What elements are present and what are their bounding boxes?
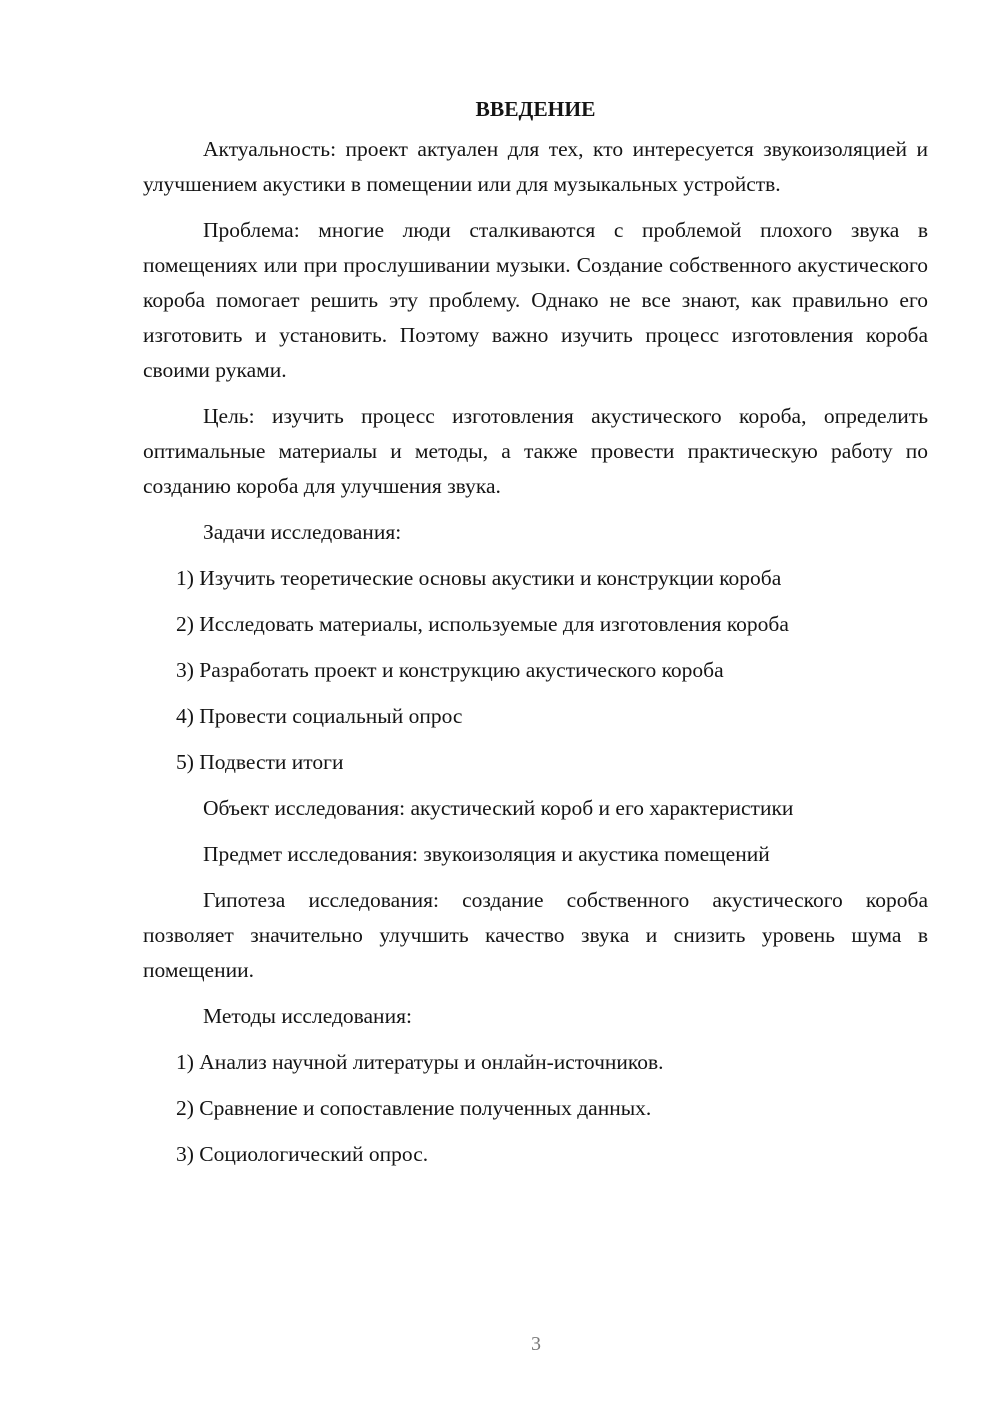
task-item: 1) Изучить теоретические основы акустики и конструкции короба bbox=[176, 566, 782, 590]
methods-heading: Методы исследования: bbox=[203, 1004, 412, 1028]
tasks-heading: Задачи исследования: bbox=[203, 520, 402, 544]
task-item: 3) Разработать проект и конструкцию акустического короба bbox=[176, 658, 724, 682]
task-item: 5) Подвести итоги bbox=[176, 750, 344, 774]
method-item: 1) Анализ научной литературы и онлайн-источников. bbox=[176, 1050, 664, 1074]
method-item: 3) Социологический опрос. bbox=[176, 1142, 429, 1166]
page-title: ВВЕДЕНИЕ bbox=[475, 97, 596, 121]
object-paragraph: Объект исследования: акустический короб и его характеристики bbox=[203, 796, 794, 820]
task-item: 4) Провести социальный опрос bbox=[176, 704, 463, 728]
method-item: 2) Сравнение и сопоставление полученных данных. bbox=[176, 1096, 652, 1120]
page-content bbox=[143, 92, 928, 1183]
task-item: 2) Исследовать материалы, используемые для изготовления короба bbox=[176, 612, 789, 636]
page-number: 3 bbox=[531, 1333, 541, 1355]
goal-paragraph: Цель: изучить процесс изготовления акустического короба, определить оптимальные материалы и методы, а также провести практическую работу по созданию короба для улучшения звука. bbox=[143, 404, 928, 498]
subject-paragraph: Предмет исследования: звукоизоляция и акустика помещений bbox=[203, 842, 770, 866]
problem-paragraph: Проблема: многие люди сталкиваются с проблемой плохого звука в помещениях или при прослушивании музыки. Создание собственного акустического короба помогает решить эту проблему. Однако не все знают, как правильно его изготовить и установить. Поэтому важно изучить процесс изготовления короба своими руками. bbox=[143, 218, 928, 382]
hypothesis-paragraph: Гипотеза исследования: создание собственного акустического короба позволяет значительно улучшить качество звука и снизить уровень шума в помещении. bbox=[143, 888, 928, 982]
relevance-paragraph: Актуальность: проект актуален для тех, кто интересуется звукоизоляцией и улучшением акустики в помещении или для музыкальных устройств. bbox=[143, 137, 928, 196]
